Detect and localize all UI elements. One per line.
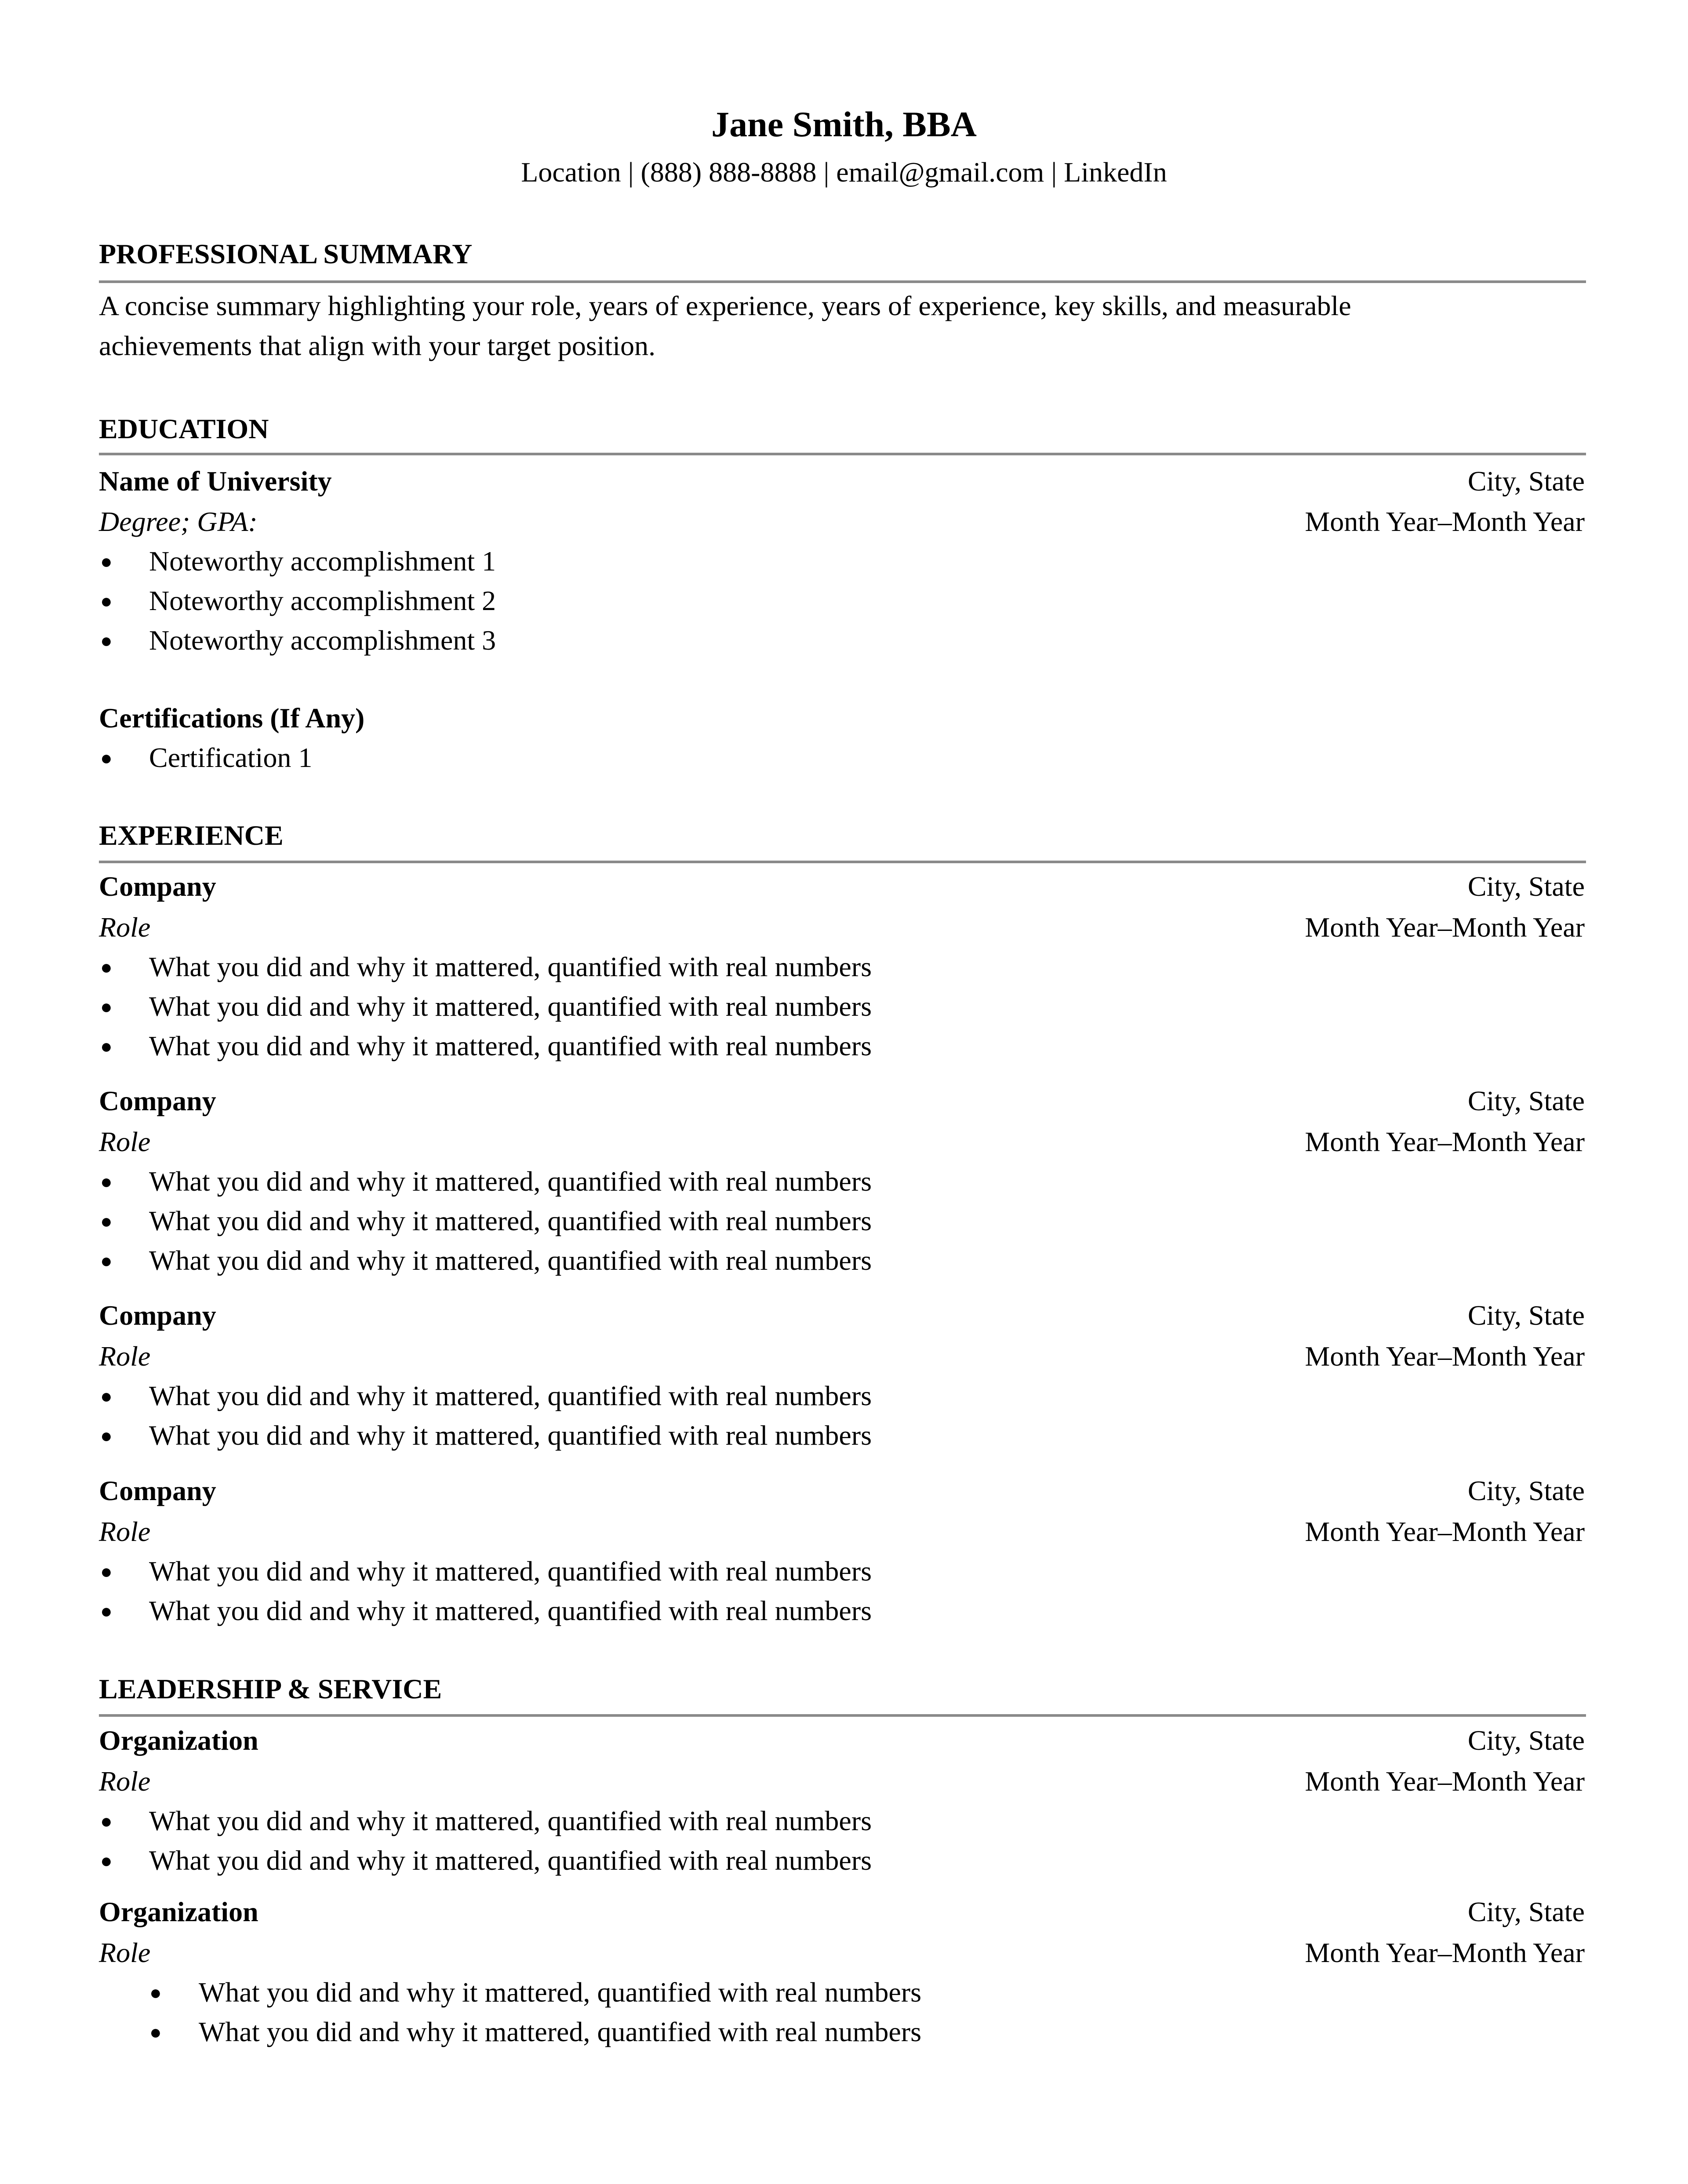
job-role: Role [99,1516,151,1547]
bullet-icon: ● [100,1035,113,1057]
bullet-icon: ● [100,1600,113,1622]
job-bullet: What you did and why it mattered, quantified with real numbers [149,991,872,1022]
section-divider [99,453,1586,455]
company-location: City, State [1467,871,1585,902]
bullet-icon: ● [100,1560,113,1583]
organization-name: Organization [99,1896,258,1927]
job-dates: Month Year–Month Year [1305,912,1585,943]
bullet-icon: ● [100,1170,113,1193]
candidate-name: Jane Smith, BBA [711,104,977,144]
section-divider [99,861,1586,863]
job-bullet: What you did and why it mattered, quantified with real numbers [149,1555,872,1587]
job-bullet: What you did and why it mattered, quantified with real numbers [149,1380,872,1411]
organization-role: Role [99,1937,151,1968]
organization-dates: Month Year–Month Year [1305,1766,1585,1797]
job-role: Role [99,1126,151,1157]
organization-role: Role [99,1766,151,1797]
leadership-bullet: What you did and why it mattered, quantified with real numbers [199,2016,921,2047]
certifications-heading: Certifications (If Any) [99,702,365,734]
bullet-icon: ● [100,1850,113,1872]
job-bullet: What you did and why it mattered, quantified with real numbers [149,1595,872,1626]
job-bullet: What you did and why it mattered, quantified with real numbers [149,1205,872,1236]
organization-location: City, State [1467,1896,1585,1927]
bullet-icon: ● [149,2021,162,2043]
school-name: Name of University [99,465,332,497]
bullet-icon: ● [100,1385,113,1407]
job-bullet: What you did and why it mattered, quantified with real numbers [149,1420,872,1451]
section-heading-leadership: LEADERSHIP & SERVICE [99,1673,442,1704]
leadership-bullet: What you did and why it mattered, quantified with real numbers [149,1805,872,1836]
leadership-bullet: What you did and why it mattered, quantified with real numbers [199,1977,921,2008]
degree-gpa: Degree; GPA: [99,506,258,537]
section-heading-experience: EXPERIENCE [99,820,284,851]
job-bullet: What you did and why it mattered, quantified with real numbers [149,1030,872,1061]
job-role: Role [99,912,151,943]
company-name: Company [99,1300,216,1331]
section-heading-education: EDUCATION [99,413,269,444]
school-location: City, State [1467,465,1585,497]
section-heading-summary: PROFESSIONAL SUMMARY [99,238,473,269]
bullet-icon: ● [100,747,113,769]
bullet-icon: ● [100,550,113,573]
certification-item: Certification 1 [149,742,313,773]
job-bullet: What you did and why it mattered, quantified with real numbers [149,951,872,982]
summary-line-2: achievements that align with your target position. [99,330,656,361]
organization-name: Organization [99,1725,258,1756]
job-dates: Month Year–Month Year [1305,1341,1585,1372]
job-bullet: What you did and why it mattered, quantified with real numbers [149,1245,872,1276]
section-divider [99,280,1586,283]
job-dates: Month Year–Month Year [1305,1126,1585,1157]
section-divider [99,1714,1586,1717]
organization-dates: Month Year–Month Year [1305,1937,1585,1968]
summary-line-1: A concise summary highlighting your role, years of experience, years of experience, key skills, and measurable [99,290,1351,321]
bullet-icon: ● [100,590,113,612]
job-role: Role [99,1341,151,1372]
organization-location: City, State [1467,1725,1585,1756]
leadership-bullet: What you did and why it mattered, quantified with real numbers [149,1845,872,1876]
bullet-icon: ● [100,1250,113,1272]
bullet-icon: ● [100,1810,113,1832]
education-bullet: Noteworthy accomplishment 3 [149,625,496,656]
job-bullet: What you did and why it mattered, quantified with real numbers [149,1166,872,1197]
bullet-icon: ● [100,956,113,978]
education-dates: Month Year–Month Year [1305,506,1585,537]
bullet-icon: ● [100,996,113,1018]
company-location: City, State [1467,1085,1585,1116]
bullet-icon: ● [100,1210,113,1232]
company-name: Company [99,1475,216,1506]
company-location: City, State [1467,1475,1585,1506]
education-bullet: Noteworthy accomplishment 2 [149,585,496,616]
job-dates: Month Year–Month Year [1305,1516,1585,1547]
bullet-icon: ● [149,1981,162,2004]
education-bullet: Noteworthy accomplishment 1 [149,545,496,577]
company-location: City, State [1467,1300,1585,1331]
bullet-icon: ● [100,1425,113,1447]
bullet-icon: ● [100,629,113,652]
contact-line: Location | (888) 888-8888 | email@gmail.com | LinkedIn [521,156,1167,188]
company-name: Company [99,1085,216,1116]
company-name: Company [99,871,216,902]
